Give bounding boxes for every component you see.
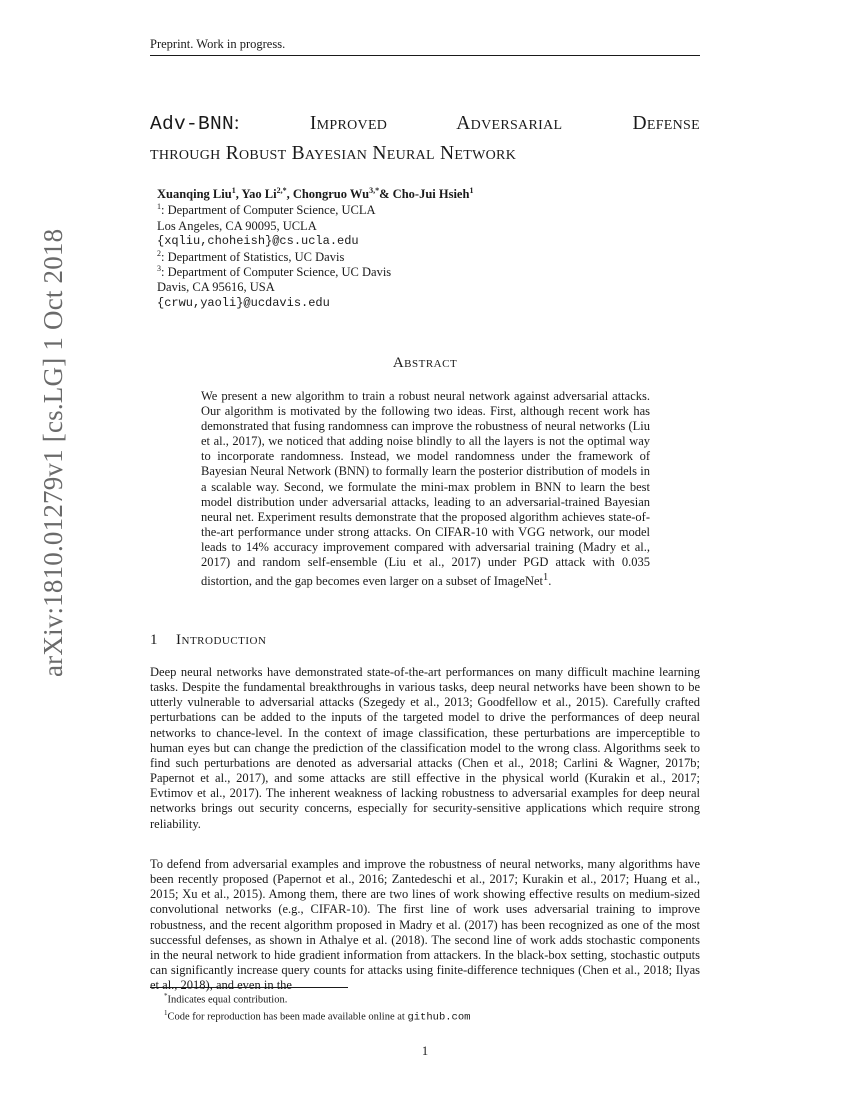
page-number: 1 (421, 1044, 429, 1058)
paper-title (150, 109, 700, 169)
author-name: Xuanqing Liu (157, 187, 232, 201)
abstract-end: . (548, 574, 552, 589)
affiliation-text: : Department of Statistics, UC Davis (161, 249, 345, 264)
affiliation-line (157, 250, 697, 265)
affiliation-sup: 2 (157, 248, 161, 258)
footnote-code (164, 1007, 700, 1025)
abstract-heading: Abstract (392, 355, 458, 371)
title-line-2: through Robust Bayesian Neural Network (150, 143, 517, 164)
footnote-mark: 1 (164, 1008, 168, 1017)
abstract-text: We present a new algorithm to train a robust neural network against adversarial attacks. Our algorithm is motivated by the following two ideas. First, although recent work has demonstrated that fusing randomness can improve the robustness of neural networks (Liu et al., 2017), we noticed that adding noise blindly to all the layers is not the optimal way to incorporate randomness. Instead, we model randomness under the framework of Bayesian Neural Network (BNN) to formally learn the posterior distribution of models in a scalable way. Second, we formulate the mini-max problem in BNN to learn the best model distribution under adversarial attacks, leading to an adversarial-trained Bayesian neural net. Experiment results demonstrate that the proposed algorithm achieves state-of-the-art performance under strong attacks. On CIFAR-10 with VGG network, our model leads to 14% accuracy improvement compared with adversarial training (Madry et al., 2017) and random self-ensemble (Liu et al., 2017) under PGD attack with 0.035 distortion, and the gap becomes even larger on a subset of ImageNet (201, 389, 650, 589)
running-header: Preprint. Work in progress. (150, 37, 286, 51)
author-sup: 1 (469, 185, 474, 195)
author-name: Yao Li (241, 187, 277, 201)
author-sep: , (235, 187, 242, 201)
section-title: Introduction (176, 632, 267, 648)
title-line-1 (150, 109, 700, 139)
affiliation-email (157, 234, 697, 249)
footnote-text: Code for reproduction has been made available online at (167, 1011, 408, 1022)
affiliation-sup: 3 (157, 263, 161, 273)
affiliation-text: {crwu,yaoli}@ucdavis.edu (157, 295, 330, 310)
author-sup: 1 (231, 185, 236, 195)
author-sup: 3,* (369, 185, 380, 195)
footnote-rule (150, 987, 348, 988)
header-rule (150, 55, 700, 56)
footnote-code-link[interactable]: github.com (407, 1011, 471, 1023)
author-block (157, 187, 697, 311)
footnote-text: Indicates equal contribution. (167, 994, 288, 1006)
affiliation-email (157, 296, 697, 311)
author-sup: 2,* (276, 185, 287, 195)
affiliation-list (157, 203, 697, 311)
affiliation-text: : Department of Computer Science, UCLA (161, 203, 376, 218)
author-name: & Cho-Jui Hsieh (379, 187, 470, 201)
footnote-ref: 1 (543, 572, 549, 584)
abstract-body (201, 389, 650, 589)
intro-paragraph-1: Deep neural networks have demonstrated state-of-the-art performances on many difficult machine learning tasks. Despite the fundamental breakthroughs in various tasks, deep neural networks have been shown to be utterly vulnerable to adversarial attacks (Szegedy et al., 2013; Goodfellow et al., 2015). Carefully crafted perturbations can be added to the inputs of the targeted model to drive the performances of deep neural networks to chance-level. In the context of image classification, these perturbations are imperceptible to human eyes but can change the prediction of the classification model to the wrong class. Algorithms seek to find such perturbations are denoted as adversarial attacks (Chen et al., 2018; Carlini & Wagner, 2017b; Papernot et al., 2017), and some attacks are still effective in the physical world (Kurakin et al., 2017; Evtimov et al., 2017). The inherent weakness of lacking robustness to adversarial examples for deep neural networks brings out security concerns, especially for security-sensitive applications which require strong reliability. (150, 665, 700, 831)
footnotes (164, 990, 700, 1024)
affiliation-line (157, 219, 697, 234)
arxiv-stamp: arXiv:1810.01279v1 [cs.LG] 1 Oct 2018 (38, 228, 68, 677)
title-line-1-rest: : Improved Adversarial Defense (234, 113, 700, 134)
affiliation-line (157, 280, 697, 295)
footnote-mark: * (164, 992, 168, 1000)
section-number: 1 (150, 632, 158, 648)
affiliation-text: {xqliu,choheish}@cs.ucla.edu (157, 234, 359, 249)
intro-paragraph-2: To defend from adversarial examples and improve the robustness of neural networks, many algorithms have been recently proposed (Papernot et al., 2016; Zantedeschi et al., 2017; Kurakin et al., 2017; Huang et al., 2015; Xu et al., 2015). Among them, there are two lines of work showing effective results on medium-sized convolutional networks (e.g., CIFAR-10). The first line of work uses adversarial training to improve robustness, and the recent algorithm proposed in Madry et al. (2017) has been recognized as one of the most successful defenses, as shown in Athalye et al. (2018). The second line of work adds stochastic components in the neural network to hide gradient information from attackers. In the black-box setting, stochastic outputs can significantly increase query counts for attacks using finite-difference techniques (Chen et al., 2018; Ilyas et al., 2018), and even in the (150, 857, 700, 993)
author-name: Chongruo Wu (292, 187, 370, 201)
author-sep: , (286, 187, 293, 201)
affiliation-sup: 1 (157, 202, 161, 212)
affiliation-line (157, 203, 697, 218)
footnote-equal-contribution (164, 990, 700, 1007)
section-heading-introduction (150, 631, 266, 649)
affiliation-text: : Department of Computer Science, UC Davis (161, 265, 392, 280)
affiliation-line (157, 265, 697, 280)
author-names (157, 187, 697, 202)
affiliation-text: Davis, CA 95616, USA (157, 280, 275, 295)
title-method-name: Adv-BNN (150, 113, 235, 135)
affiliation-text: Los Angeles, CA 90095, UCLA (157, 218, 317, 233)
